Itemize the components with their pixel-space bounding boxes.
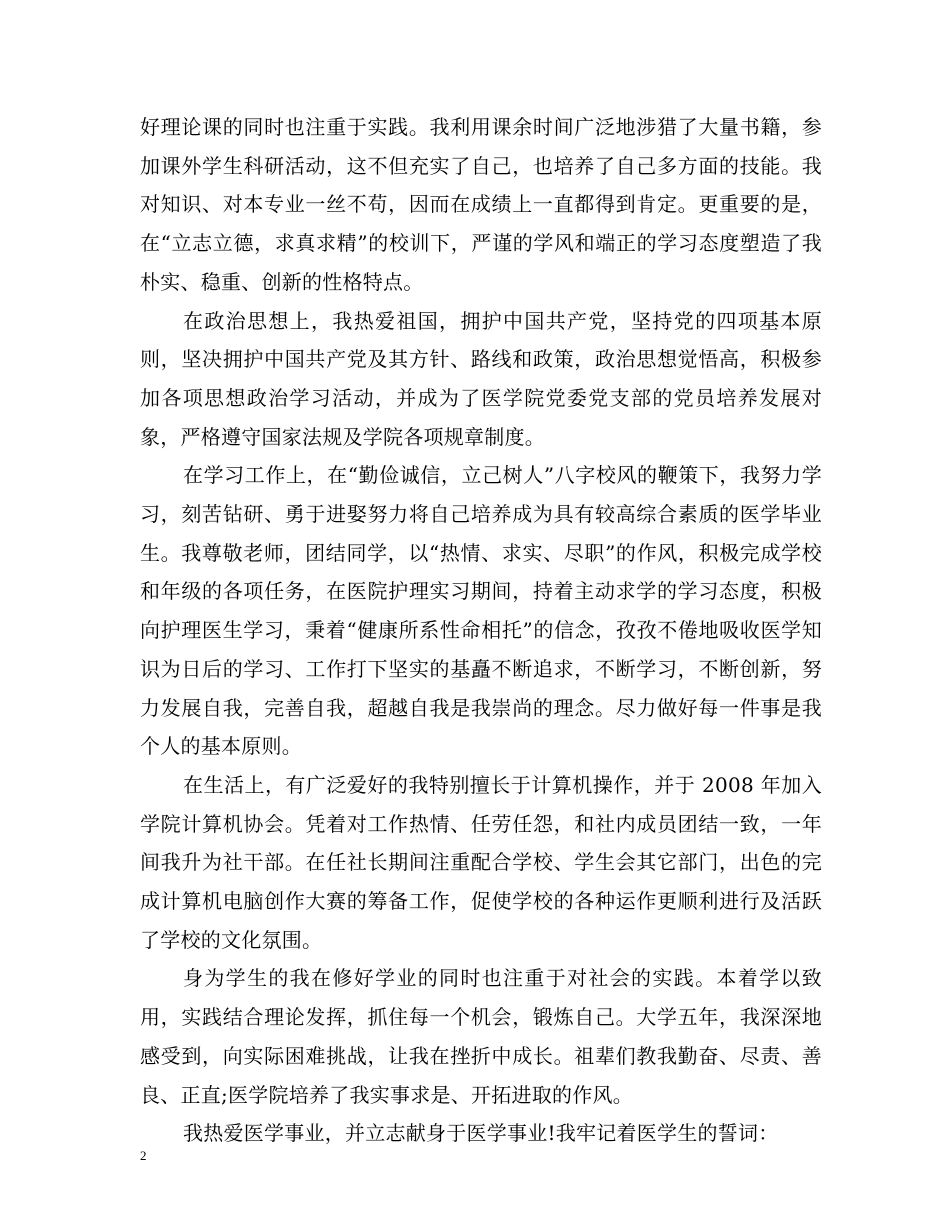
paragraph-intro-continuation: 好理论课的同时也注重于实践。我利用课余时间广泛地涉猎了大量书籍，参加课外学生科研活动，这不但充实了自己，也培养了自己多方面的技能。我对知识、对本专业一丝不苟，因而在成绩上一直都得到肯定。更重要的是，在“立志立德，求真求精”的校训下，严谨的学风和端正的学习态度塑造了我朴实、稳重、创新的性格特点。 xyxy=(140,115,822,294)
page-number: 2 xyxy=(140,1148,147,1163)
paragraph-political-thought: 在政治思想上，我热爱祖国，拥护中国共产党，坚持党的四项基本原则，坚决拥护中国共产党及其方针、路线和政策，政治思想觉悟高，积极参加各项思想政治学习活动，并成为了医学院党委党支部的党员培养发展对象，严格遵守国家法规及学院各项规章制度。 xyxy=(140,308,822,449)
paragraph-study-work: 在学习工作上，在“勤俭诚信，立己树人”八字校风的鞭策下，我努力学习，刻苦钻研、勇于进娶努力将自己培养成为具有较高综合素质的医学毕业生。我尊敬老师，团结同学，以“热情、求实、尽职”的作风，积极完成学校和年级的各项任务，在医院护理实习期间，持着主动求学的学习态度，积极向护理医生学习，秉着“健康所系性命相托”的信念，孜孜不倦地吸收医学知识为日后的学习、工作打下坚实的基矗不断追求，不断学习，不断创新，努力发展自我，完善自我，超越自我是我崇尚的理念。尽力做好每一件事是我个人的基本原则。 xyxy=(140,463,822,759)
body-text xyxy=(140,108,822,1153)
paragraph-medical-career: 我热爱医学事业，并立志献身于医学事业!我牢记着医学生的誓词： xyxy=(183,1121,779,1146)
paragraph-life: 在生活上，有广泛爱好的我特别擅长于计算机操作，并于 2008 年加入学院计算机协会。凭着对工作热情、任劳任怨，和社内成员团结一致，一年间我升为社干部。在任社长期间注重配合学校、学生会其它部门，出色的完成计算机电脑创作大赛的筹备工作，促使学校的各种运作更顺利进行及活跃了学校的文化氛围。 xyxy=(140,772,822,952)
paragraph-social-practice: 身为学生的我在修好学业的同时也注重于对社会的实践。本着学以致用，实践结合理论发挥，抓住每一个机会，锻炼自己。大学五年，我深深地感受到，向实际困难挑战，让我在挫折中成长。祖辈们教我勤奋、尽责、善良、正直;医学院培养了我实事求是、开拓进取的作风。 xyxy=(140,966,822,1107)
